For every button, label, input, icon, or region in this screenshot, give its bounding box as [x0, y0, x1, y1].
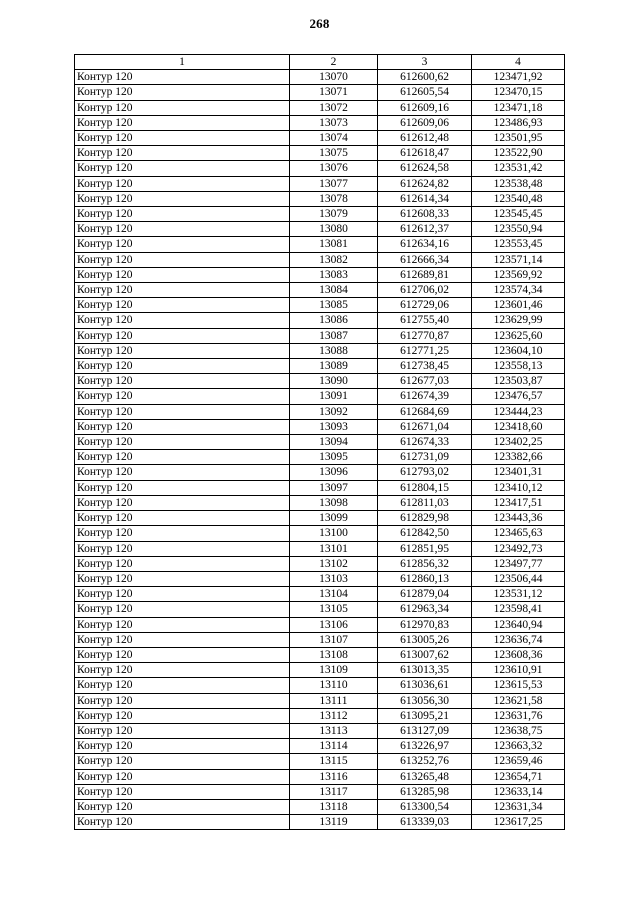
- y-coordinate-cell: 123621,58: [472, 693, 565, 708]
- table-row: [75, 237, 565, 252]
- contour-name-cell: Контур 120: [75, 647, 290, 662]
- point-number-cell: 13092: [290, 404, 378, 419]
- contour-name-cell: Контур 120: [75, 146, 290, 161]
- contour-name-cell: Контур 120: [75, 678, 290, 693]
- table-row: [75, 556, 565, 571]
- contour-name-cell: Контур 120: [75, 389, 290, 404]
- contour-name-cell: Контур 120: [75, 450, 290, 465]
- table-header: [75, 55, 565, 70]
- contour-name-cell: Контур 120: [75, 343, 290, 358]
- table-row: [75, 252, 565, 267]
- column-header-point-number: 2: [290, 55, 378, 70]
- x-coordinate-cell: 613285,98: [378, 784, 472, 799]
- y-coordinate-cell: 123659,46: [472, 754, 565, 769]
- contour-name-cell: Контур 120: [75, 404, 290, 419]
- table-row: [75, 450, 565, 465]
- x-coordinate-cell: 613013,35: [378, 663, 472, 678]
- contour-name-cell: Контур 120: [75, 815, 290, 830]
- point-number-cell: 13097: [290, 480, 378, 495]
- table-row: [75, 419, 565, 434]
- point-number-cell: 13091: [290, 389, 378, 404]
- x-coordinate-cell: 612770,87: [378, 328, 472, 343]
- point-number-cell: 13115: [290, 754, 378, 769]
- x-coordinate-cell: 612609,06: [378, 115, 472, 130]
- x-coordinate-cell: 613056,30: [378, 693, 472, 708]
- y-coordinate-cell: 123471,92: [472, 70, 565, 85]
- table-row: [75, 815, 565, 830]
- y-coordinate-cell: 123638,75: [472, 723, 565, 738]
- table-row: [75, 161, 565, 176]
- point-number-cell: 13078: [290, 191, 378, 206]
- y-coordinate-cell: 123492,73: [472, 541, 565, 556]
- point-number-cell: 13119: [290, 815, 378, 830]
- point-number-cell: 13111: [290, 693, 378, 708]
- y-coordinate-cell: 123663,32: [472, 739, 565, 754]
- x-coordinate-cell: 612970,83: [378, 617, 472, 632]
- contour-name-cell: Контур 120: [75, 313, 290, 328]
- contour-name-cell: Контур 120: [75, 556, 290, 571]
- y-coordinate-cell: 123604,10: [472, 343, 565, 358]
- y-coordinate-cell: 123401,31: [472, 465, 565, 480]
- table-row: [75, 602, 565, 617]
- column-header-name: 1: [75, 55, 290, 70]
- contour-name-cell: Контур 120: [75, 723, 290, 738]
- contour-name-cell: Контур 120: [75, 115, 290, 130]
- x-coordinate-cell: 613339,03: [378, 815, 472, 830]
- contour-name-cell: Контур 120: [75, 708, 290, 723]
- y-coordinate-cell: 123608,36: [472, 647, 565, 662]
- point-number-cell: 13076: [290, 161, 378, 176]
- point-number-cell: 13116: [290, 769, 378, 784]
- table-row: [75, 176, 565, 191]
- contour-name-cell: Контур 120: [75, 754, 290, 769]
- table-row: [75, 465, 565, 480]
- table-row: [75, 769, 565, 784]
- point-number-cell: 13099: [290, 511, 378, 526]
- point-number-cell: 13084: [290, 283, 378, 298]
- contour-name-cell: Контур 120: [75, 602, 290, 617]
- y-coordinate-cell: 123654,71: [472, 769, 565, 784]
- point-number-cell: 13095: [290, 450, 378, 465]
- table-row: [75, 267, 565, 282]
- point-number-cell: 13094: [290, 435, 378, 450]
- table-row: [75, 541, 565, 556]
- contour-name-cell: Контур 120: [75, 176, 290, 191]
- x-coordinate-cell: 612738,45: [378, 359, 472, 374]
- y-coordinate-cell: 123470,15: [472, 85, 565, 100]
- contour-name-cell: Контур 120: [75, 374, 290, 389]
- table-row: [75, 115, 565, 130]
- point-number-cell: 13114: [290, 739, 378, 754]
- x-coordinate-cell: 612755,40: [378, 313, 472, 328]
- table-row: [75, 100, 565, 115]
- point-number-cell: 13108: [290, 647, 378, 662]
- contour-name-cell: Контур 120: [75, 191, 290, 206]
- x-coordinate-cell: 613252,76: [378, 754, 472, 769]
- x-coordinate-cell: 612605,54: [378, 85, 472, 100]
- y-coordinate-cell: 123540,48: [472, 191, 565, 206]
- point-number-cell: 13101: [290, 541, 378, 556]
- table-row: [75, 131, 565, 146]
- x-coordinate-cell: 612771,25: [378, 343, 472, 358]
- y-coordinate-cell: 123625,60: [472, 328, 565, 343]
- contour-name-cell: Контур 120: [75, 617, 290, 632]
- x-coordinate-cell: 612689,81: [378, 267, 472, 282]
- x-coordinate-cell: 612674,33: [378, 435, 472, 450]
- point-number-cell: 13110: [290, 678, 378, 693]
- x-coordinate-cell: 613005,26: [378, 632, 472, 647]
- table-row: [75, 374, 565, 389]
- x-coordinate-cell: 612674,39: [378, 389, 472, 404]
- x-coordinate-cell: 612612,48: [378, 131, 472, 146]
- table-row: [75, 283, 565, 298]
- y-coordinate-cell: 123617,25: [472, 815, 565, 830]
- contour-name-cell: Контур 120: [75, 799, 290, 814]
- contour-name-cell: Контур 120: [75, 495, 290, 510]
- contour-name-cell: Контур 120: [75, 663, 290, 678]
- y-coordinate-cell: 123531,12: [472, 587, 565, 602]
- table-row: [75, 647, 565, 662]
- point-number-cell: 13079: [290, 207, 378, 222]
- y-coordinate-cell: 123506,44: [472, 571, 565, 586]
- table-row: [75, 799, 565, 814]
- point-number-cell: 13113: [290, 723, 378, 738]
- point-number-cell: 13071: [290, 85, 378, 100]
- contour-name-cell: Контур 120: [75, 252, 290, 267]
- contour-name-cell: Контур 120: [75, 100, 290, 115]
- point-number-cell: 13085: [290, 298, 378, 313]
- point-number-cell: 13104: [290, 587, 378, 602]
- x-coordinate-cell: 613265,48: [378, 769, 472, 784]
- table-row: [75, 480, 565, 495]
- table-row: [75, 191, 565, 206]
- table-row: [75, 146, 565, 161]
- y-coordinate-cell: 123633,14: [472, 784, 565, 799]
- point-number-cell: 13118: [290, 799, 378, 814]
- point-number-cell: 13083: [290, 267, 378, 282]
- x-coordinate-cell: 612612,37: [378, 222, 472, 237]
- contour-name-cell: Контур 120: [75, 739, 290, 754]
- table-row: [75, 693, 565, 708]
- table-row: [75, 526, 565, 541]
- table-row: [75, 632, 565, 647]
- point-number-cell: 13102: [290, 556, 378, 571]
- y-coordinate-cell: 123545,45: [472, 207, 565, 222]
- y-coordinate-cell: 123522,90: [472, 146, 565, 161]
- table-row: [75, 571, 565, 586]
- point-number-cell: 13089: [290, 359, 378, 374]
- x-coordinate-cell: 612804,15: [378, 480, 472, 495]
- point-number-cell: 13107: [290, 632, 378, 647]
- column-header-y-coordinate: 4: [472, 55, 565, 70]
- contour-name-cell: Контур 120: [75, 526, 290, 541]
- contour-name-cell: Контур 120: [75, 784, 290, 799]
- x-coordinate-cell: 613127,09: [378, 723, 472, 738]
- table-row: [75, 343, 565, 358]
- x-coordinate-cell: 613036,61: [378, 678, 472, 693]
- point-number-cell: 13088: [290, 343, 378, 358]
- x-coordinate-cell: 612608,33: [378, 207, 472, 222]
- x-coordinate-cell: 612860,13: [378, 571, 472, 586]
- point-number-cell: 13082: [290, 252, 378, 267]
- contour-name-cell: Контур 120: [75, 70, 290, 85]
- contour-name-cell: Контур 120: [75, 511, 290, 526]
- table-row: [75, 359, 565, 374]
- point-number-cell: 13100: [290, 526, 378, 541]
- contour-name-cell: Контур 120: [75, 161, 290, 176]
- point-number-cell: 13075: [290, 146, 378, 161]
- y-coordinate-cell: 123410,12: [472, 480, 565, 495]
- y-coordinate-cell: 123538,48: [472, 176, 565, 191]
- table-row: [75, 708, 565, 723]
- table-row: [75, 313, 565, 328]
- y-coordinate-cell: 123444,23: [472, 404, 565, 419]
- table-row: [75, 754, 565, 769]
- table-row: [75, 404, 565, 419]
- contour-name-cell: Контур 120: [75, 267, 290, 282]
- y-coordinate-cell: 123486,93: [472, 115, 565, 130]
- contour-name-cell: Контур 120: [75, 237, 290, 252]
- y-coordinate-cell: 123531,42: [472, 161, 565, 176]
- table-body: [75, 70, 565, 830]
- point-number-cell: 13080: [290, 222, 378, 237]
- x-coordinate-cell: 612811,03: [378, 495, 472, 510]
- contour-name-cell: Контур 120: [75, 693, 290, 708]
- y-coordinate-cell: 123465,63: [472, 526, 565, 541]
- y-coordinate-cell: 123503,87: [472, 374, 565, 389]
- contour-name-cell: Контур 120: [75, 435, 290, 450]
- table-row: [75, 495, 565, 510]
- table-row: [75, 435, 565, 450]
- x-coordinate-cell: 612706,02: [378, 283, 472, 298]
- y-coordinate-cell: 123598,41: [472, 602, 565, 617]
- point-number-cell: 13070: [290, 70, 378, 85]
- table-row: [75, 70, 565, 85]
- contour-name-cell: Контур 120: [75, 359, 290, 374]
- contour-name-cell: Контур 120: [75, 541, 290, 556]
- contour-name-cell: Контур 120: [75, 571, 290, 586]
- point-number-cell: 13109: [290, 663, 378, 678]
- contour-name-cell: Контур 120: [75, 587, 290, 602]
- contour-name-cell: Контур 120: [75, 298, 290, 313]
- y-coordinate-cell: 123558,13: [472, 359, 565, 374]
- y-coordinate-cell: 123636,74: [472, 632, 565, 647]
- table-row: [75, 678, 565, 693]
- header-row: [75, 55, 565, 70]
- coordinates-table: [74, 54, 565, 830]
- table-row: [75, 85, 565, 100]
- point-number-cell: 13081: [290, 237, 378, 252]
- point-number-cell: 13074: [290, 131, 378, 146]
- point-number-cell: 13105: [290, 602, 378, 617]
- x-coordinate-cell: 612624,82: [378, 176, 472, 191]
- table-row: [75, 207, 565, 222]
- x-coordinate-cell: 612856,32: [378, 556, 472, 571]
- point-number-cell: 13086: [290, 313, 378, 328]
- contour-name-cell: Контур 120: [75, 131, 290, 146]
- page-number: 268: [309, 16, 330, 31]
- table-row: [75, 784, 565, 799]
- contour-name-cell: Контур 120: [75, 207, 290, 222]
- point-number-cell: 13103: [290, 571, 378, 586]
- table-row: [75, 587, 565, 602]
- x-coordinate-cell: 612609,16: [378, 100, 472, 115]
- y-coordinate-cell: 123615,53: [472, 678, 565, 693]
- table-row: [75, 723, 565, 738]
- x-coordinate-cell: 613095,21: [378, 708, 472, 723]
- x-coordinate-cell: 612842,50: [378, 526, 472, 541]
- y-coordinate-cell: 123501,95: [472, 131, 565, 146]
- contour-name-cell: Контур 120: [75, 283, 290, 298]
- y-coordinate-cell: 123571,14: [472, 252, 565, 267]
- point-number-cell: 13077: [290, 176, 378, 191]
- contour-name-cell: Контур 120: [75, 480, 290, 495]
- table-row: [75, 298, 565, 313]
- y-coordinate-cell: 123471,18: [472, 100, 565, 115]
- y-coordinate-cell: 123417,51: [472, 495, 565, 510]
- y-coordinate-cell: 123550,94: [472, 222, 565, 237]
- table-row: [75, 511, 565, 526]
- y-coordinate-cell: 123574,34: [472, 283, 565, 298]
- x-coordinate-cell: 612671,04: [378, 419, 472, 434]
- y-coordinate-cell: 123631,34: [472, 799, 565, 814]
- x-coordinate-cell: 612729,06: [378, 298, 472, 313]
- x-coordinate-cell: 612634,16: [378, 237, 472, 252]
- x-coordinate-cell: 613226,97: [378, 739, 472, 754]
- y-coordinate-cell: 123443,36: [472, 511, 565, 526]
- table-row: [75, 739, 565, 754]
- point-number-cell: 13072: [290, 100, 378, 115]
- x-coordinate-cell: 612829,98: [378, 511, 472, 526]
- table-row: [75, 663, 565, 678]
- x-coordinate-cell: 613300,54: [378, 799, 472, 814]
- y-coordinate-cell: 123629,99: [472, 313, 565, 328]
- column-header-x-coordinate: 3: [378, 55, 472, 70]
- contour-name-cell: Контур 120: [75, 419, 290, 434]
- y-coordinate-cell: 123418,60: [472, 419, 565, 434]
- point-number-cell: 13096: [290, 465, 378, 480]
- point-number-cell: 13093: [290, 419, 378, 434]
- y-coordinate-cell: 123569,92: [472, 267, 565, 282]
- x-coordinate-cell: 612614,34: [378, 191, 472, 206]
- x-coordinate-cell: 612624,58: [378, 161, 472, 176]
- x-coordinate-cell: 612600,62: [378, 70, 472, 85]
- contour-name-cell: Контур 120: [75, 632, 290, 647]
- y-coordinate-cell: 123553,45: [472, 237, 565, 252]
- x-coordinate-cell: 612684,69: [378, 404, 472, 419]
- point-number-cell: 13117: [290, 784, 378, 799]
- table-row: [75, 328, 565, 343]
- y-coordinate-cell: 123610,91: [472, 663, 565, 678]
- table-row: [75, 222, 565, 237]
- point-number-cell: 13098: [290, 495, 378, 510]
- point-number-cell: 13106: [290, 617, 378, 632]
- table-row: [75, 617, 565, 632]
- contour-name-cell: Контур 120: [75, 769, 290, 784]
- contour-name-cell: Контур 120: [75, 85, 290, 100]
- y-coordinate-cell: 123382,66: [472, 450, 565, 465]
- x-coordinate-cell: 612666,34: [378, 252, 472, 267]
- table-row: [75, 389, 565, 404]
- x-coordinate-cell: 613007,62: [378, 647, 472, 662]
- y-coordinate-cell: 123631,76: [472, 708, 565, 723]
- y-coordinate-cell: 123640,94: [472, 617, 565, 632]
- x-coordinate-cell: 612793,02: [378, 465, 472, 480]
- y-coordinate-cell: 123476,57: [472, 389, 565, 404]
- x-coordinate-cell: 612879,04: [378, 587, 472, 602]
- point-number-cell: 13090: [290, 374, 378, 389]
- x-coordinate-cell: 612677,03: [378, 374, 472, 389]
- point-number-cell: 13073: [290, 115, 378, 130]
- point-number-cell: 13112: [290, 708, 378, 723]
- x-coordinate-cell: 612851,95: [378, 541, 472, 556]
- y-coordinate-cell: 123497,77: [472, 556, 565, 571]
- x-coordinate-cell: 612731,09: [378, 450, 472, 465]
- contour-name-cell: Контур 120: [75, 328, 290, 343]
- y-coordinate-cell: 123601,46: [472, 298, 565, 313]
- x-coordinate-cell: 612963,34: [378, 602, 472, 617]
- contour-name-cell: Контур 120: [75, 465, 290, 480]
- y-coordinate-cell: 123402,25: [472, 435, 565, 450]
- x-coordinate-cell: 612618,47: [378, 146, 472, 161]
- point-number-cell: 13087: [290, 328, 378, 343]
- contour-name-cell: Контур 120: [75, 222, 290, 237]
